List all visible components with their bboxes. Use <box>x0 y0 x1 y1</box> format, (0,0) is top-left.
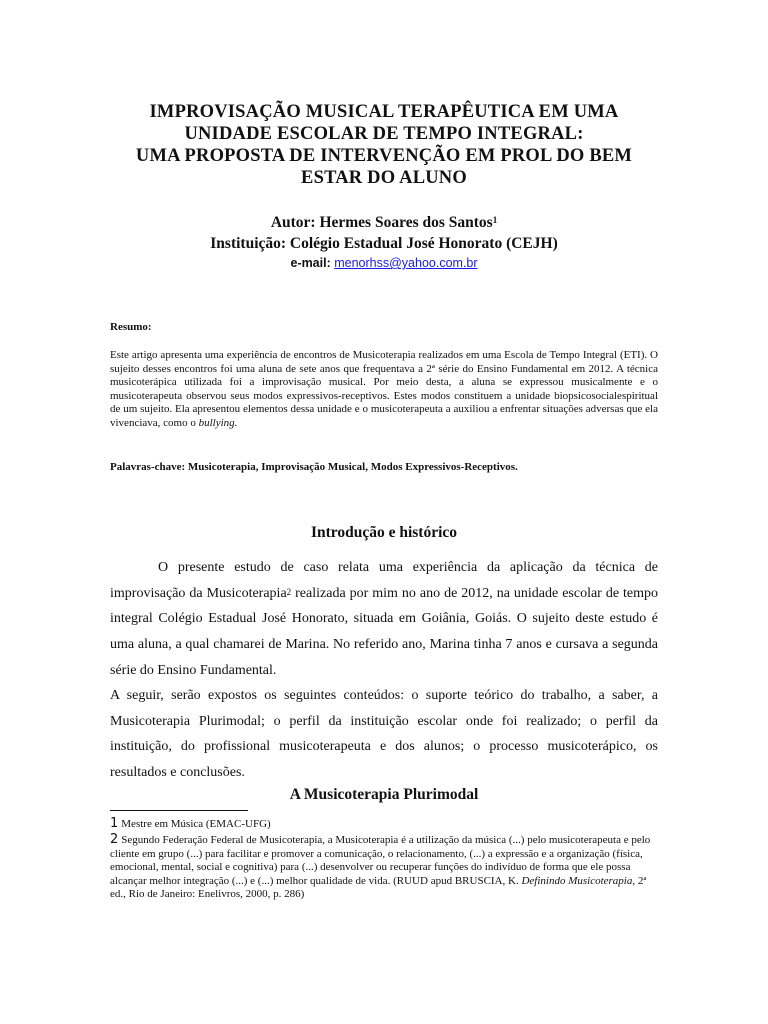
abstract-label: Resumo: <box>110 321 152 333</box>
title-line: UNIDADE ESCOLAR DE TEMPO INTEGRAL: <box>184 124 584 144</box>
footnote-marker[interactable]: 1 <box>492 215 498 225</box>
keywords <box>110 461 658 475</box>
author-line <box>0 212 768 233</box>
email-link[interactable]: menorhss@yahoo.com.br <box>334 256 478 270</box>
title-line: UMA PROPOSTA DE INTERVENÇÃO EM PROL DO BEM <box>135 146 633 166</box>
paragraph-text: realizada por mim no ano de 2012, na unidade escolar de tempo integral Colégio Estadual José Honorato, situada em Goiânia, Goiás. O sujeito deste estudo é uma aluna, a qual chamarei de Marina. No referido ano, Marina tinha 7 anos e cursava a segunda série do Ensino Fundamental. <box>110 585 658 678</box>
footnote-book-title: Definindo Musicoterapia <box>521 874 633 887</box>
footnote-text: , 2ª ed., Rio de Janeiro: Enelivros, 2000, p. 286) <box>110 874 647 901</box>
footnote-1 <box>110 817 658 831</box>
footnotes <box>110 817 658 901</box>
abstract-italic-term: bullying. <box>198 416 238 429</box>
footnote-2 <box>110 833 658 901</box>
keywords-text: Palavras-chave: Musicoterapia, Improvisação Musical, Modos Expressivos-Receptivos. <box>110 461 518 473</box>
abstract-text <box>110 349 658 431</box>
footnote-number: 1 <box>110 816 119 831</box>
paper-title <box>100 101 668 189</box>
section-heading-musicoterapia: A Musicoterapia Plurimodal <box>289 786 479 803</box>
footnote-separator <box>110 810 248 811</box>
author-block <box>0 212 768 254</box>
abstract-body: Este artigo apresenta uma experiência de encontros de Musicoterapia realizados em uma Escola de Tempo Integral (ETI). O sujeito desses encontros foi uma aluna de sete anos que frequentava a 2ª série do Ensino Fundamental em 2012. A técnica musicoterápica utilizada foi a improvisação musical. Por meio desta, a aluna se expressou musicalmente e o musicoterapeuta observou seus modos expressivos-receptivos. Estes modos constituem a unidade biopsicosocialespiritual de um sujeito. Ela apresentou elementos dessa unidade e o musicoterapeuta a auxiliou a enfrentar situações adversas que ela vivenciava, como o <box>110 349 658 429</box>
intro-paragraph-2: A seguir, serão expostos os seguintes conteúdos: o suporte teórico do trabalho, a saber, a Musicoterapia Plurimodal; o perfil da instituição escolar onde foi realizado; o perfil da instituição, do profissional musicoterapeuta e dos alunos; o processo musicoterápico, os resultados e conclusões. <box>110 688 658 781</box>
email-line <box>0 256 768 270</box>
paragraph-text: O presente estudo de caso relata uma experiência da aplicação da técnica de improvisação da Musicoterapia <box>110 560 658 601</box>
intro-paragraph-1 <box>110 555 658 684</box>
footnote-text: Segundo Federação Federal de Musicoterapia, a Musicoterapia é a utilização da música (...) pelo musicoterapeuta e pelo cliente em grupo (...) para facilitar e promover a comunicação, o relacionamento, (...) a expressão e a organização (física, emocional, mental, social e cognitiva) para (...) desenvolver ou recuperar funções do indivíduo de forma que ele possa alcançar melhor integração (...) e (...) melhor qualidade de vida. (RUUD apud BRUSCIA, K. <box>110 834 651 887</box>
institution-line: Instituição: Colégio Estadual José Honorato (CEJH) <box>210 235 558 252</box>
footnote-number: 2 <box>110 832 119 848</box>
section-heading-intro: Introdução e histórico <box>310 524 458 541</box>
footnote-marker[interactable]: 2 <box>286 586 292 597</box>
title-line: IMPROVISAÇÃO MUSICAL TERAPÊUTICA EM UMA <box>149 102 619 122</box>
email-label: e-mail: <box>290 256 331 270</box>
author-name: Autor: Hermes Soares dos Santos <box>270 214 493 231</box>
footnote-text: Mestre em Música (EMAC-UFG) <box>121 818 271 830</box>
title-line: ESTAR DO ALUNO <box>301 168 467 188</box>
